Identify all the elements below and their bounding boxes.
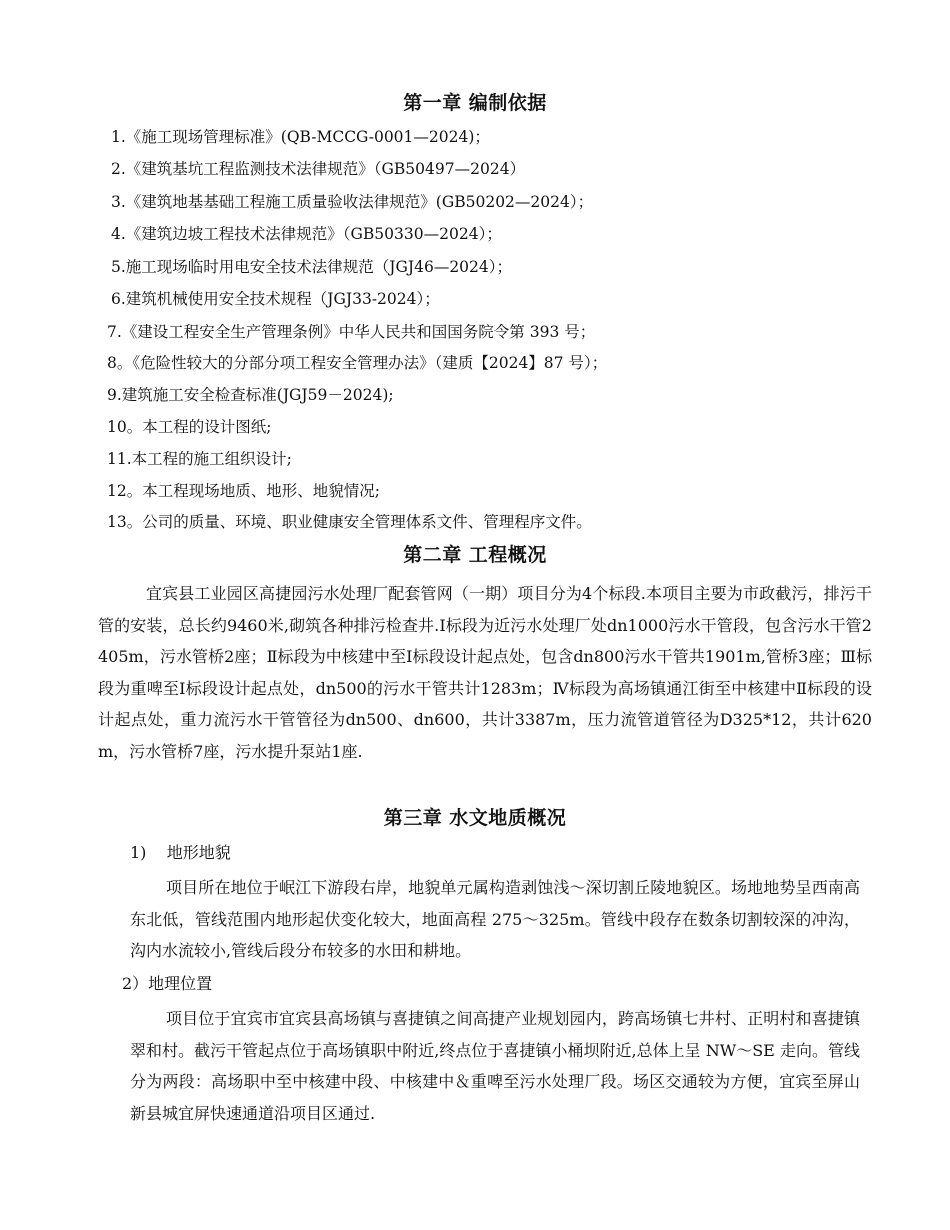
- section-heading-terrain: 1) 地形地貌: [130, 843, 231, 862]
- reference-item: 11.本工程的施工组织设计;: [107, 450, 292, 468]
- chapter-3-title: 第三章 水文地质概况: [383, 807, 567, 829]
- reference-item: 5.施工现场临时用电安全技术法律规范（JGJ46—2024）；: [111, 258, 513, 276]
- section-heading-location: 2）地理位置: [122, 974, 213, 993]
- reference-item: 3.《建筑地基基础工程施工质量验收法律规范》(GB50202—2024）；: [111, 193, 594, 211]
- reference-item: 13。公司的质量、环境、职业健康安全管理体系文件、管理程序文件。: [107, 513, 592, 531]
- reference-item: 8。《危险性较大的分部分项工程安全管理办法》（建质【2024】87 号）；: [107, 354, 608, 372]
- reference-item: 12。本工程现场地质、地形、地貌情况;: [107, 482, 380, 500]
- project-overview-paragraph: 宜宾县工业园区高捷园污水处理厂配套管网（一期）项目分为4个标段.本项目主要为市政截污，排污干管的安装，总长约9460米,砌筑各种排污检查井.Ⅰ标段为近污水处理厂处dn1000污水干管段，包含污水干管2405m，污水管桥2座；Ⅱ标段为中核建中至Ⅰ标段设计起点处，包含dn800污水干管共1901m,管桥3座；Ⅲ标段为重啤至Ⅰ标段设计起点处，dn500的污水干管共计1283m；Ⅳ标段为高场镇通江街至中核建中Ⅱ标段的设计起点处，重力流污水干管管径为dn500、dn600，共计3387m，压力流管道管径为D325*12，共计620m，污水管桥7座，污水提升泵站1座.: [98, 584, 872, 761]
- chapter-2-title: 第二章 工程概况: [403, 544, 547, 566]
- reference-item: 9.建筑施工安全检查标准(JGJ59－2024);: [107, 386, 394, 404]
- reference-item: 1.《施工现场管理标准》(QB-MCCG-0001—2024)；: [111, 128, 490, 146]
- reference-item: 2.《建筑基坑工程监测技术法律规范》（GB50497—2024）: [111, 160, 526, 178]
- chapter-1-title: 第一章 编制依据: [403, 92, 547, 114]
- reference-item: 7.《建设工程安全生产管理条例》中华人民共和国国务院令第 393 号；: [107, 323, 596, 341]
- reference-item: 10。本工程的设计图纸;: [107, 418, 272, 436]
- reference-item: 4.《建筑边坡工程技术法律规范》（GB50330—2024）；: [111, 225, 502, 243]
- terrain-paragraph: 项目所在地位于岷江下游段右岸，地貌单元属构造剥蚀浅～深切割丘陵地貌区。场地地势呈西南高东北低，管线范围内地形起伏变化较大，地面高程 275～325m。管线中段存在数条切割较深的冲沟，沟内水流较小,管线后段分布较多的水田和耕地。: [130, 878, 860, 960]
- location-paragraph: 项目位于宜宾市宜宾县高场镇与喜捷镇之间高捷产业规划园内，跨高场镇七井村、正明村和喜捷镇翠和村。截污干管起点位于高场镇职中附近,终点位于喜捷镇小桶坝附近,总体上呈 NW～SE 走向。管线分为两段：高场职中至中核建中段、中核建中＆重啤至污水处理厂段。场区交通较为方便，宜宾至屏山新县城宜屏快速通道沿项目区通过.: [130, 1009, 860, 1123]
- reference-item: 6.建筑机械使用安全技术规程（JGJ33-2024）；: [111, 290, 440, 308]
